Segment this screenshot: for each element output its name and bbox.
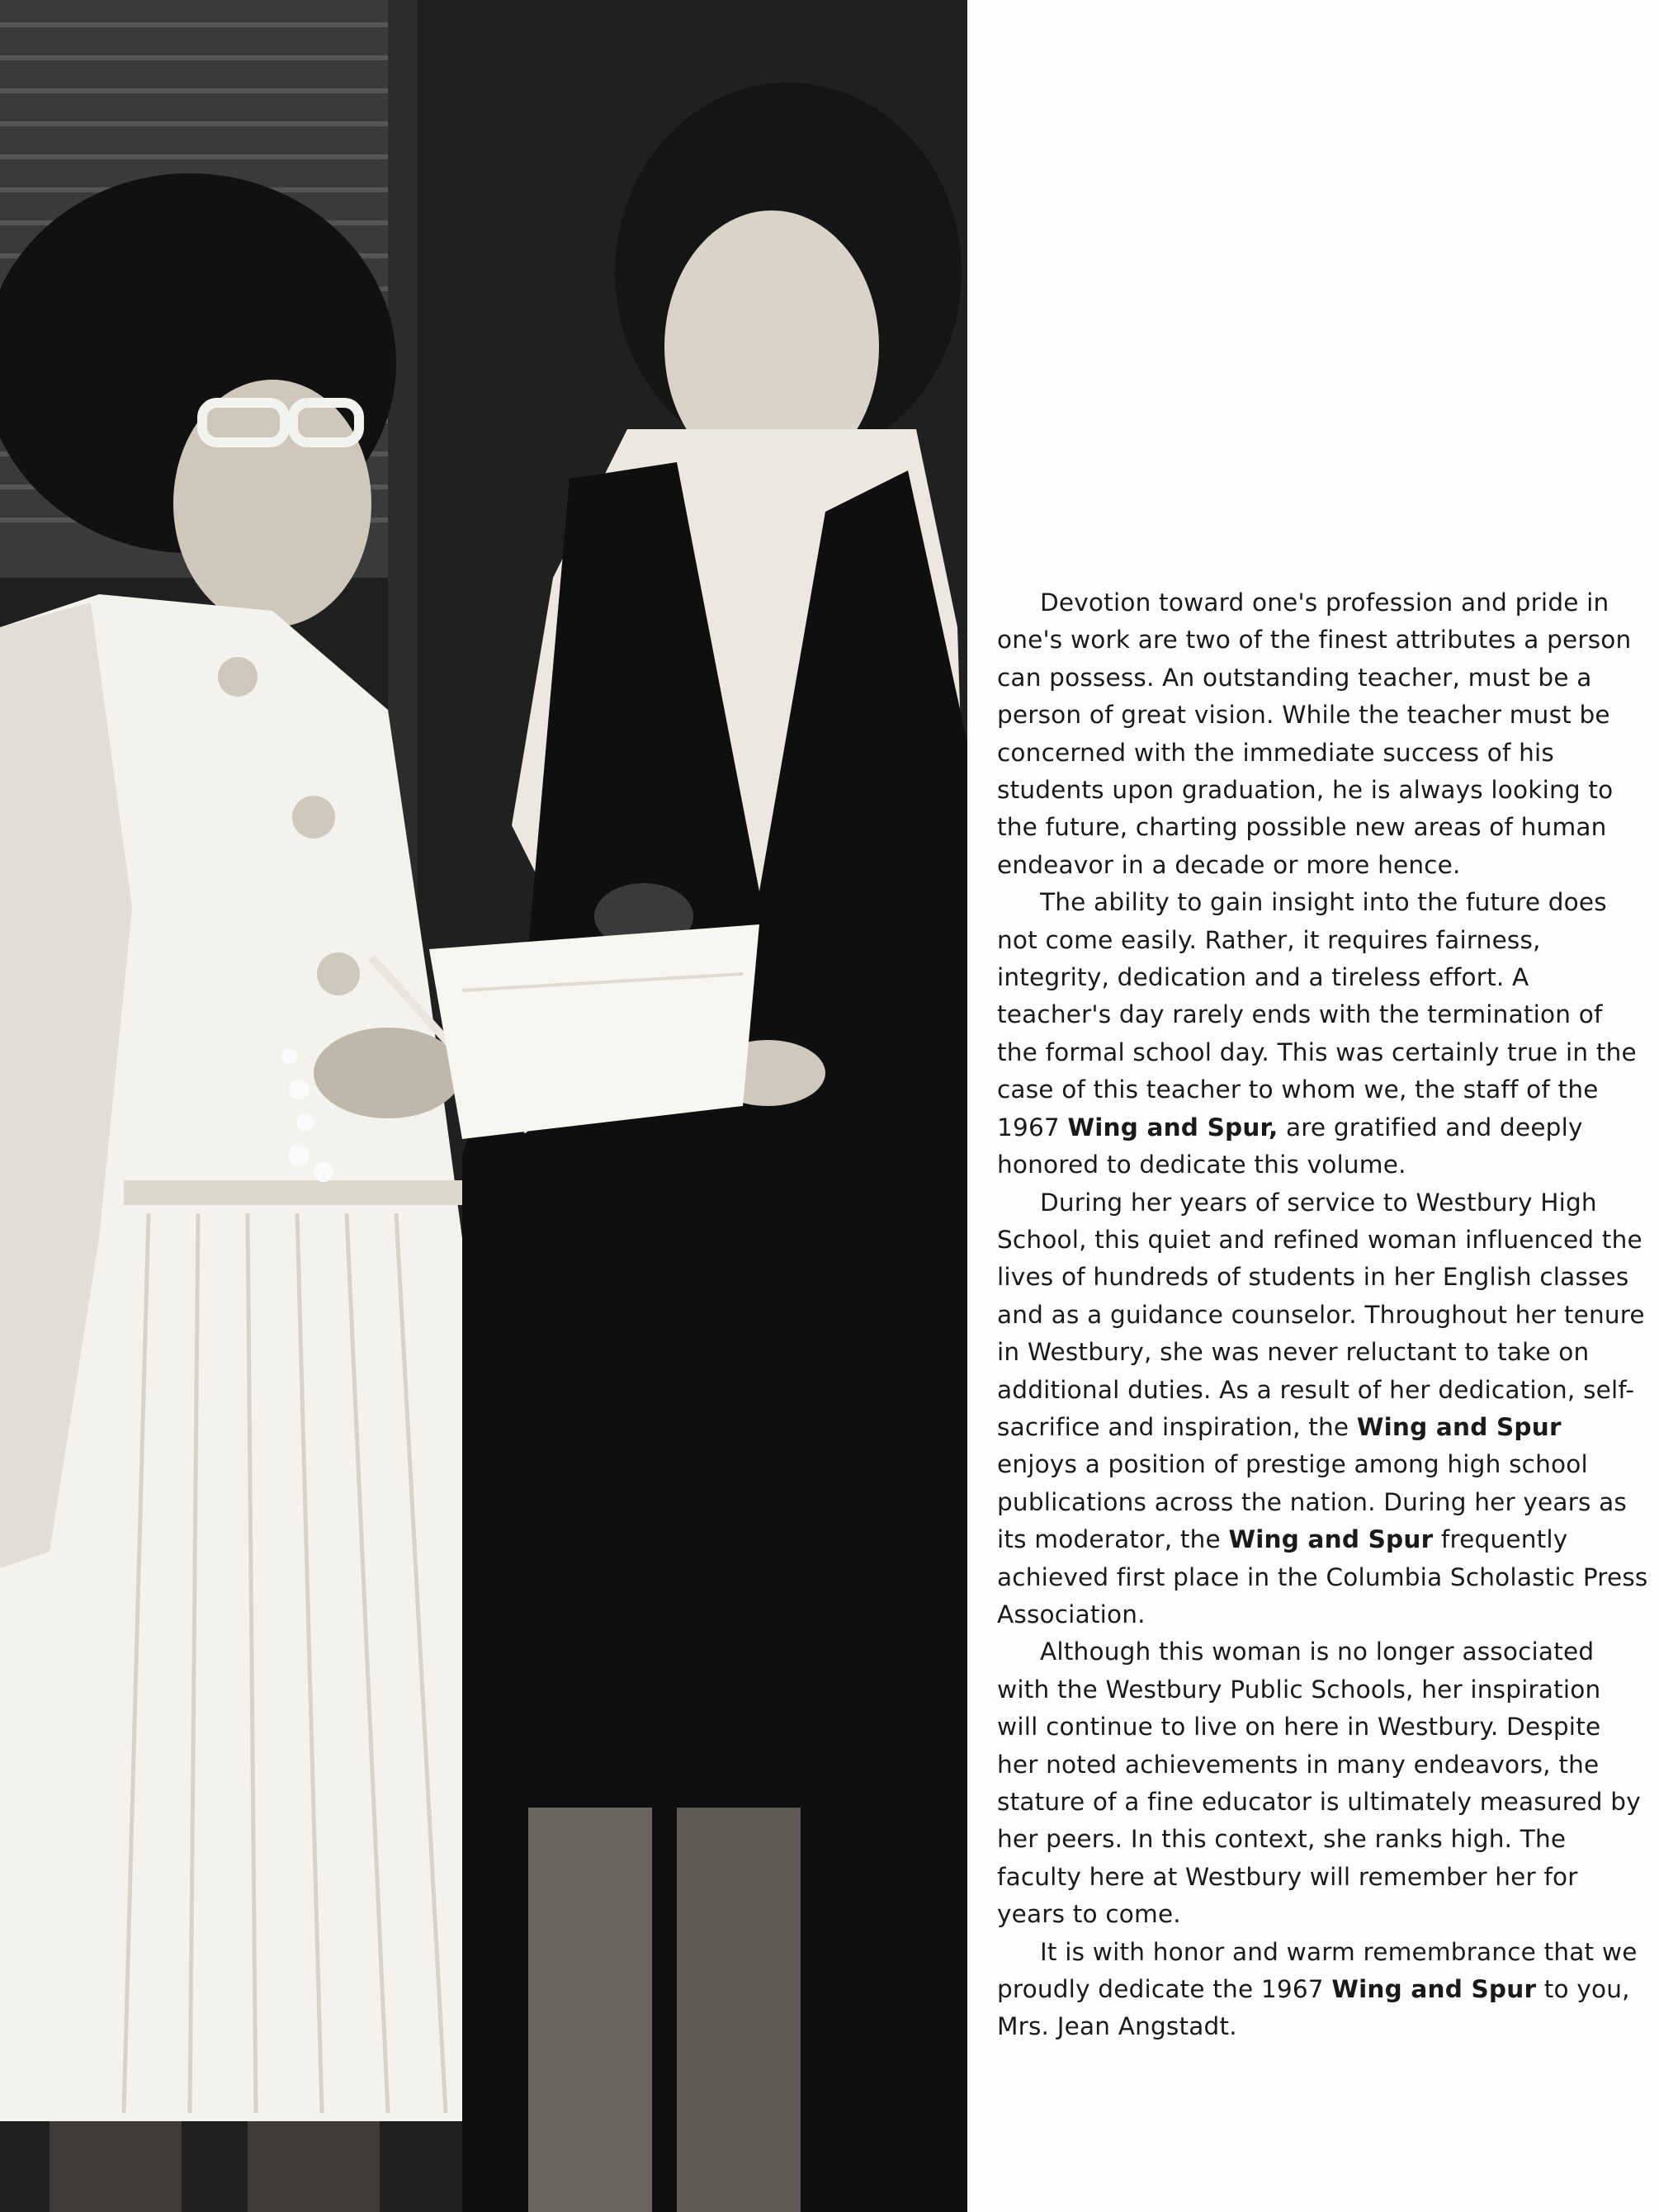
dedication-text xyxy=(997,584,1649,2046)
paragraph-text: enjoys a position of prestige among high school publications across the nation. During her years as its moderator, the xyxy=(997,1450,1627,1554)
paragraph-text: are gratified and deeply honored to dedicate this volume. xyxy=(997,1113,1583,1179)
paragraph-text: frequently achieved first place in the Columbia Scholastic Press Association. xyxy=(997,1525,1648,1628)
dedication-paragraph xyxy=(997,584,1649,884)
paragraph-text: It is with honor and warm remembrance that we proudly dedicate the 1967 xyxy=(997,1937,1638,2004)
paragraph-text: Devotion toward one's profession and pride in one's work are two of the finest attributes a person can possess. An outstanding teacher, must be a person of great vision. While the teacher must be concerned with the immediate success of his students upon graduation, he is always looking to the future, charting possible new areas of human endeavor in a decade or more hence. xyxy=(997,588,1632,879)
publication-name: Wing and Spur, xyxy=(1067,1113,1279,1141)
paragraph-text: The ability to gain insight into the future does not come easily. Rather, it requires fairness, integrity, dedication and a tireless effort. A teacher's day rarely ends with the termination of the formal school day. This was certainly true in the case of this teacher to whom we, the staff of the 1967 xyxy=(997,888,1637,1141)
publication-name: Wing and Spur xyxy=(1228,1525,1434,1554)
dedication-paragraph xyxy=(997,884,1649,1184)
paragraph-text: Although this woman is no longer associated with the Westbury Public Schools, her inspiration will continue to live on here in Westbury. Despite her noted achievements in many endeavors, the stature of a fine educator is ultimately measured by her peers. In this context, she ranks high. The faculty here at Westbury will remember her for years to come. xyxy=(997,1638,1641,1929)
paragraph-text: to you, Mrs. Jean Angstadt. xyxy=(997,1975,1630,2041)
publication-name: Wing and Spur xyxy=(1356,1412,1562,1441)
dedication-paragraph xyxy=(997,1184,1649,1634)
publication-name: Wing and Spur xyxy=(1331,1975,1537,2004)
dedication-paragraph xyxy=(997,1934,1649,2046)
dedication-paragraph xyxy=(997,1633,1649,1933)
paragraph-text: During her years of service to Westbury High School, this quiet and refined woman influenced the lives of hundreds of students in her English classes and as a guidance counselor. Throughout her tenure in Westbury, she was never reluctant to take on additional duties. As a result of her dedication, self-sacrifice and inspiration, the xyxy=(997,1188,1645,1441)
